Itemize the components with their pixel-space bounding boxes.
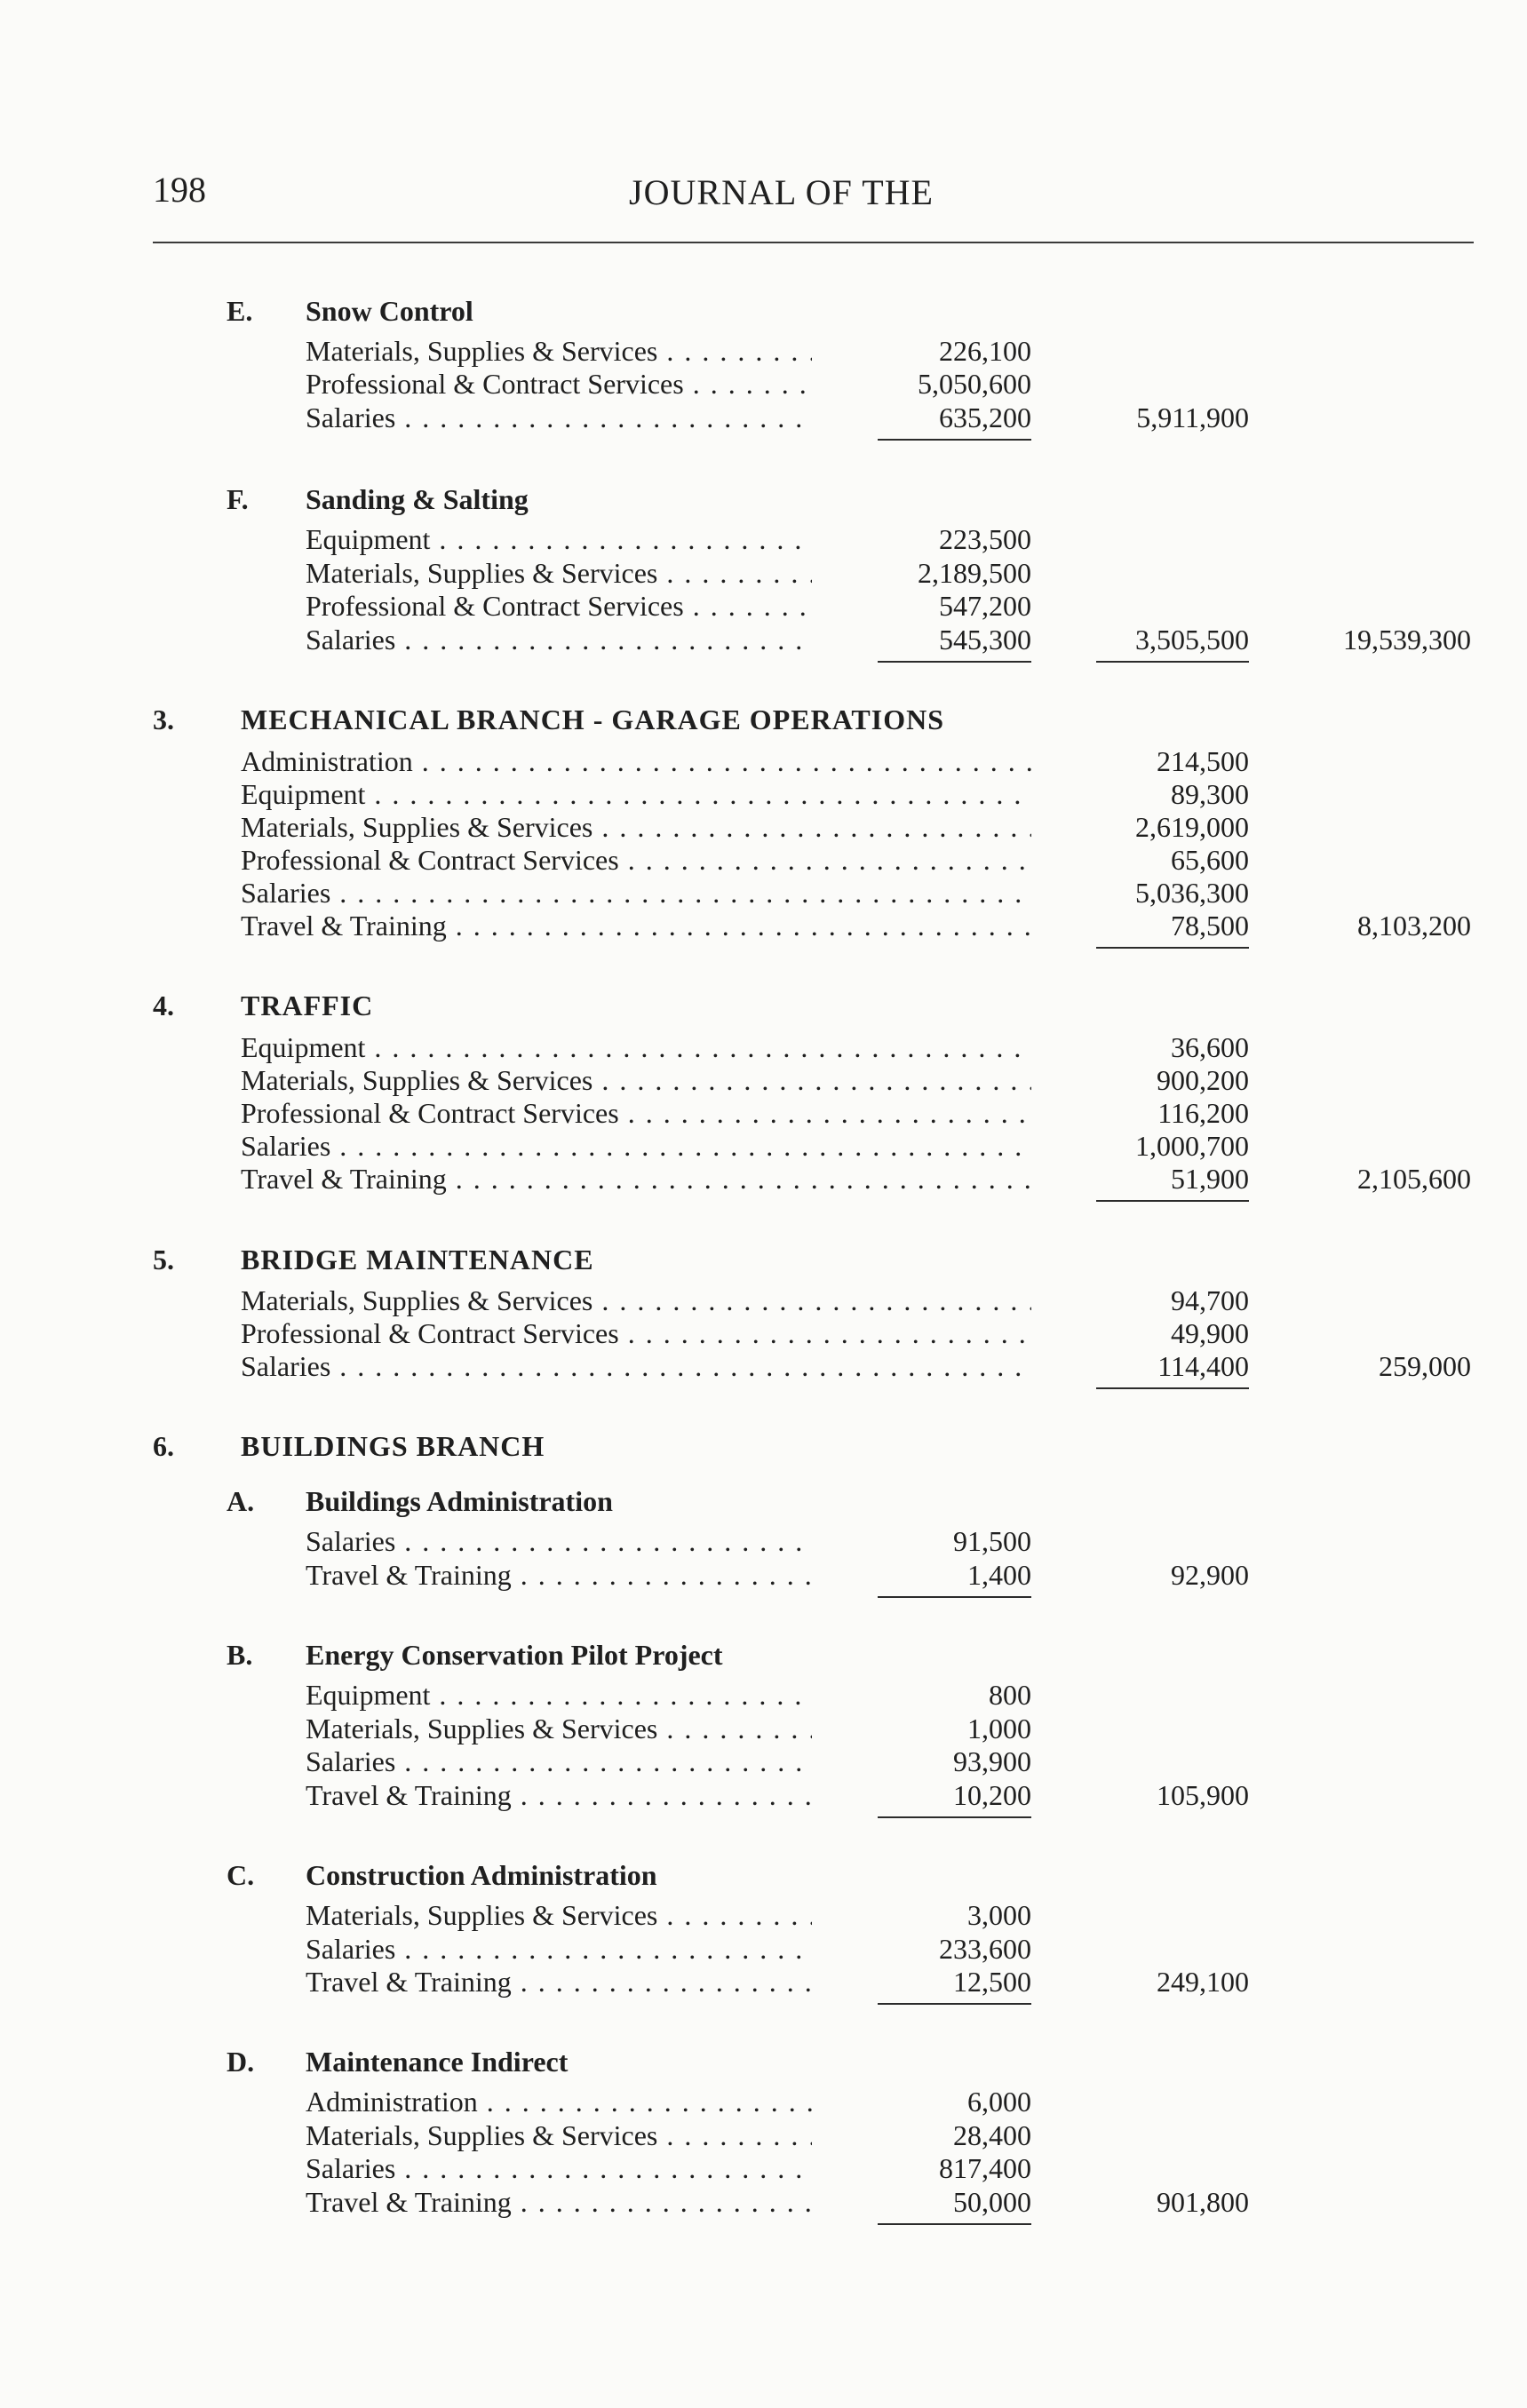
sum-rule xyxy=(878,2223,1031,2225)
branch-number: 3. xyxy=(153,703,174,735)
line-item-label: Materials, Supplies & Services . . . xyxy=(306,333,812,369)
line-item xyxy=(0,809,1527,845)
section-title: Energy Conservation Pilot Project xyxy=(306,1639,723,1671)
line-item-label: Salaries . . . xyxy=(306,1523,812,1559)
branch-title: BUILDINGS BRANCH xyxy=(241,1430,545,1462)
line-item-label: Materials, Supplies & Services . . . xyxy=(241,1062,1031,1098)
line-item-amount: 223,500 xyxy=(939,523,1031,555)
line-item xyxy=(0,588,1527,624)
line-item xyxy=(0,622,1527,657)
section-title: Buildings Administration xyxy=(306,1485,613,1517)
line-item xyxy=(0,1283,1527,1318)
line-item-amount: 2,619,000 xyxy=(1135,811,1249,843)
line-item-amount: 800 xyxy=(989,1679,1031,1711)
sum-rule xyxy=(878,661,1031,663)
line-item xyxy=(0,521,1527,557)
line-item-label: Professional & Contract Services . . . xyxy=(241,1095,1031,1131)
line-item-label: Administration . . . xyxy=(241,743,1031,779)
line-item-amount: 3,000 xyxy=(967,1899,1031,1931)
line-item-label: Salaries . . . xyxy=(306,1744,812,1779)
sum-rule xyxy=(878,2003,1031,2005)
line-item xyxy=(0,1557,1527,1593)
branch-heading xyxy=(0,1242,1527,1277)
line-item-amount: 49,900 xyxy=(1171,1317,1249,1349)
line-item xyxy=(0,1677,1527,1713)
line-item xyxy=(0,1711,1527,1746)
sum-rule xyxy=(1096,947,1249,949)
line-item-amount: 233,600 xyxy=(939,1933,1031,1965)
subtotal-amount: 92,900 xyxy=(1171,1559,1249,1591)
line-item-amount: 1,400 xyxy=(967,1559,1031,1591)
line-item xyxy=(0,366,1527,401)
line-item-label: Salaries . . . xyxy=(306,400,812,435)
sum-rule xyxy=(1096,1200,1249,1202)
branch-number: 4. xyxy=(153,989,174,1021)
branch-number: 5. xyxy=(153,1244,174,1276)
line-item-label: Professional & Contract Services . . . xyxy=(241,842,1031,878)
section-title: Maintenance Indirect xyxy=(306,2046,569,2078)
line-item-label: Equipment . . . xyxy=(241,776,1031,812)
line-item xyxy=(0,1348,1527,1384)
sum-rule xyxy=(1096,1387,1249,1389)
sum-rule xyxy=(878,1816,1031,1818)
line-item-amount: 93,900 xyxy=(953,1745,1031,1777)
branch-heading xyxy=(0,702,1527,737)
line-item xyxy=(0,2118,1527,2153)
line-item-amount: 545,300 xyxy=(939,624,1031,656)
line-item-amount: 89,300 xyxy=(1171,778,1249,810)
section-letter: B. xyxy=(227,1639,253,1671)
page-number: 198 xyxy=(153,170,206,210)
section-title: Sanding & Salting xyxy=(306,483,529,515)
sum-rule xyxy=(1096,661,1249,663)
line-item-amount: 6,000 xyxy=(967,2086,1031,2118)
line-item xyxy=(0,2150,1527,2186)
line-item xyxy=(0,2084,1527,2119)
branch-title: MECHANICAL BRANCH - GARAGE OPERATIONS xyxy=(241,703,945,735)
line-item-label: Materials, Supplies & Services . . . xyxy=(306,1711,812,1746)
line-item-amount: 94,700 xyxy=(1171,1284,1249,1316)
subtotal-amount: 5,911,900 xyxy=(1136,401,1249,433)
line-item-amount: 36,600 xyxy=(1171,1031,1249,1063)
section-heading xyxy=(0,2044,1527,2079)
subtotal-amount: 105,900 xyxy=(1157,1779,1249,1811)
line-item-label: Salaries . . . xyxy=(306,622,812,657)
line-item-label: Professional & Contract Services . . . xyxy=(306,588,812,624)
section-title: Construction Administration xyxy=(306,1859,657,1891)
line-item-label: Travel & Training . . . xyxy=(306,1964,812,1999)
line-item xyxy=(0,400,1527,435)
branch-number: 6. xyxy=(153,1430,174,1462)
line-item-amount: 226,100 xyxy=(939,335,1031,367)
section-heading xyxy=(0,1857,1527,1893)
line-item xyxy=(0,1744,1527,1779)
line-item xyxy=(0,1161,1527,1196)
line-item xyxy=(0,1029,1527,1065)
section-heading xyxy=(0,293,1527,329)
line-item-label: Equipment . . . xyxy=(306,521,812,557)
section-title: Snow Control xyxy=(306,295,473,327)
line-item-label: Materials, Supplies & Services . . . xyxy=(306,2118,812,2153)
line-item-label: Salaries . . . xyxy=(241,875,1031,910)
line-item-amount: 547,200 xyxy=(939,590,1031,622)
section-letter: E. xyxy=(227,295,253,327)
section-heading xyxy=(0,1483,1527,1519)
branch-heading xyxy=(0,988,1527,1023)
line-item-amount: 114,400 xyxy=(1157,1350,1249,1382)
line-item-amount: 91,500 xyxy=(953,1525,1031,1557)
branch-total-amount: 8,103,200 xyxy=(1357,910,1471,942)
line-item-label: Professional & Contract Services . . . xyxy=(306,366,812,401)
line-item xyxy=(0,1931,1527,1967)
line-item-label: Salaries . . . xyxy=(241,1128,1031,1164)
line-item-amount: 817,400 xyxy=(939,2152,1031,2184)
line-item xyxy=(0,743,1527,779)
section-heading xyxy=(0,1637,1527,1673)
sum-rule xyxy=(878,1596,1031,1598)
section-letter: F. xyxy=(227,483,249,515)
line-item-label: Equipment . . . xyxy=(241,1029,1031,1065)
line-item xyxy=(0,1523,1527,1559)
line-item-amount: 116,200 xyxy=(1157,1097,1249,1129)
line-item-amount: 214,500 xyxy=(1157,745,1249,777)
line-item-label: Materials, Supplies & Services . . . xyxy=(241,809,1031,845)
line-item-amount: 10,200 xyxy=(953,1779,1031,1811)
line-item-label: Materials, Supplies & Services . . . xyxy=(306,1897,812,1933)
header-rule xyxy=(153,242,1474,243)
branch-total-amount: 19,539,300 xyxy=(1343,624,1471,656)
line-item-amount: 635,200 xyxy=(939,401,1031,433)
line-item-label: Travel & Training . . . xyxy=(241,1161,1031,1196)
line-item xyxy=(0,1964,1527,1999)
line-item xyxy=(0,842,1527,878)
line-item xyxy=(0,555,1527,591)
line-item xyxy=(0,1128,1527,1164)
running-head: JOURNAL OF THE xyxy=(629,172,934,212)
branch-title: TRAFFIC xyxy=(241,989,374,1021)
line-item xyxy=(0,2184,1527,2220)
subtotal-amount: 901,800 xyxy=(1157,2186,1249,2218)
subtotal-amount: 3,505,500 xyxy=(1135,624,1249,656)
line-item-amount: 5,050,600 xyxy=(918,368,1031,400)
line-item-label: Travel & Training . . . xyxy=(306,1777,812,1813)
branch-heading xyxy=(0,1428,1527,1464)
line-item-label: Travel & Training . . . xyxy=(306,2184,812,2220)
line-item-label: Salaries . . . xyxy=(306,1931,812,1967)
subtotal-amount: 249,100 xyxy=(1157,1966,1249,1998)
line-item-amount: 51,900 xyxy=(1171,1163,1249,1195)
line-item-amount: 5,036,300 xyxy=(1135,877,1249,909)
section-letter: A. xyxy=(227,1485,255,1517)
line-item xyxy=(0,1095,1527,1131)
line-item xyxy=(0,333,1527,369)
branch-total-amount: 259,000 xyxy=(1379,1350,1471,1382)
line-item xyxy=(0,908,1527,943)
line-item-amount: 1,000 xyxy=(967,1713,1031,1744)
line-item-amount: 28,400 xyxy=(953,2119,1031,2151)
line-item-label: Administration . . . xyxy=(306,2084,812,2119)
line-item-amount: 65,600 xyxy=(1171,844,1249,876)
line-item-amount: 12,500 xyxy=(953,1966,1031,1998)
line-item-amount: 2,189,500 xyxy=(918,557,1031,589)
branch-total-amount: 2,105,600 xyxy=(1357,1163,1471,1195)
section-heading xyxy=(0,481,1527,517)
line-item-label: Professional & Contract Services . . . xyxy=(241,1315,1031,1351)
line-item xyxy=(0,1315,1527,1351)
line-item-amount: 900,200 xyxy=(1157,1064,1249,1096)
line-item xyxy=(0,875,1527,910)
line-item-label: Equipment . . . xyxy=(306,1677,812,1713)
line-item-label: Salaries . . . xyxy=(241,1348,1031,1384)
sum-rule xyxy=(878,439,1031,441)
line-item-label: Travel & Training . . . xyxy=(241,908,1031,943)
line-item-amount: 50,000 xyxy=(953,2186,1031,2218)
line-item-label: Salaries . . . xyxy=(306,2150,812,2186)
line-item xyxy=(0,1897,1527,1933)
line-item-label: Materials, Supplies & Services . . . xyxy=(241,1283,1031,1318)
line-item xyxy=(0,1062,1527,1098)
line-item-amount: 78,500 xyxy=(1171,910,1249,942)
line-item xyxy=(0,776,1527,812)
line-item xyxy=(0,1777,1527,1813)
section-letter: D. xyxy=(227,2046,255,2078)
line-item-amount: 1,000,700 xyxy=(1135,1130,1249,1162)
section-letter: C. xyxy=(227,1859,255,1891)
branch-title: BRIDGE MAINTENANCE xyxy=(241,1244,594,1276)
line-item-label: Travel & Training . . . xyxy=(306,1557,812,1593)
line-item-label: Materials, Supplies & Services . . . xyxy=(306,555,812,591)
